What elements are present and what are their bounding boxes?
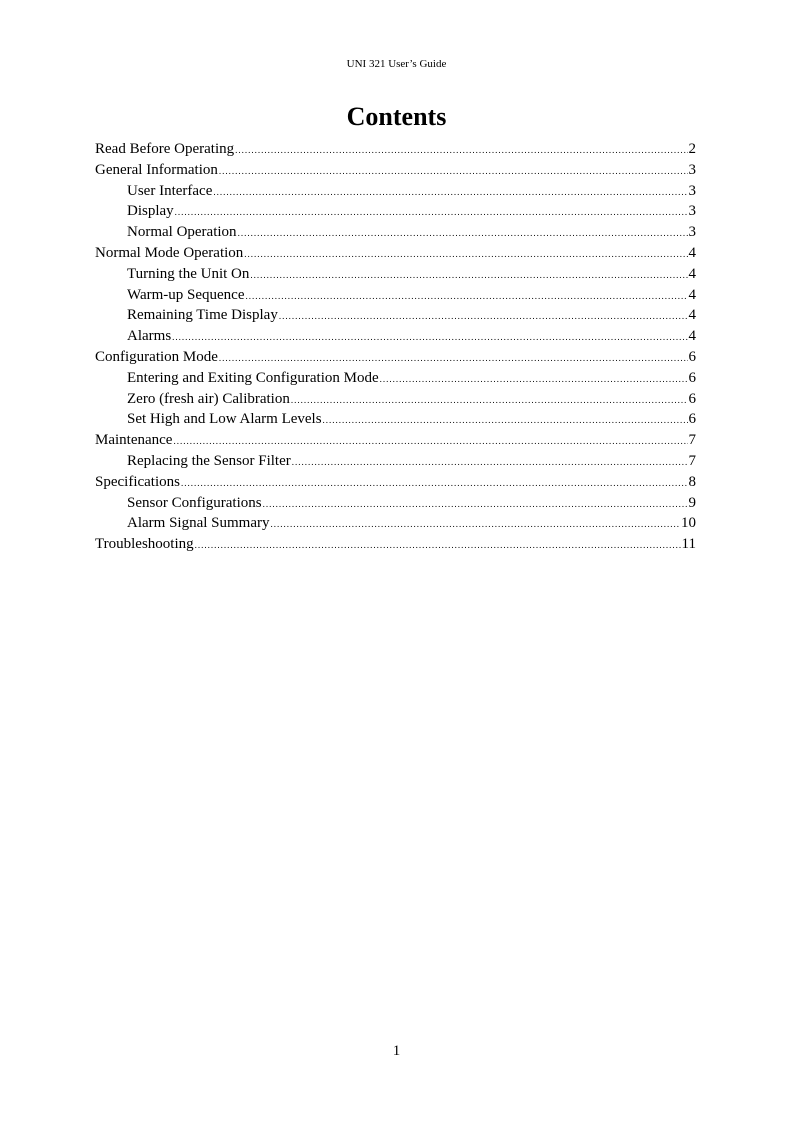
toc-entry-set-high-and-low-alarm-levels[interactable] [95,409,696,430]
toc-page-number: 3 [688,182,696,199]
page-number: 1 [392,1043,401,1059]
toc-page-number: 3 [688,203,696,220]
toc-entry-alarm-signal-summary[interactable] [95,513,696,534]
toc-entry-display[interactable] [95,201,696,222]
toc-dot-leader [235,140,687,161]
toc-page-number: 3 [688,161,696,178]
toc-entry-normal-operation[interactable] [95,222,696,243]
toc-entry-label: User Interface [127,182,213,199]
toc-page-number: 6 [688,411,696,428]
toc-dot-leader [173,431,687,452]
toc-entry-maintenance[interactable] [95,430,696,451]
toc-entry-label: Read Before Operating [95,141,235,157]
toc-page-number: 11 [681,536,696,553]
toc-entry-label: General Information [95,161,218,178]
toc-dot-leader [238,223,688,244]
toc-entry-specifications[interactable] [95,472,696,493]
toc-entry-label: Alarm Signal Summary [127,515,270,532]
toc-dot-leader [292,452,688,473]
toc-entry-sensor-configurations[interactable] [95,493,696,514]
toc-entry-label: Zero (fresh air) Calibration [127,390,290,407]
toc-entry-entering-and-exiting-configuration-mode[interactable] [95,368,696,389]
toc-dot-leader [263,494,688,515]
toc-dot-leader [380,369,688,390]
toc-entry-label: Remaining Time Display [127,307,278,324]
toc-page-number: 7 [688,432,696,449]
toc-entry-label: Warm-up Sequence [127,286,245,303]
toc-entry-normal-mode-operation[interactable] [95,243,696,264]
toc-entry-label: Replacing the Sensor Filter [127,452,291,469]
toc-dot-leader [279,306,688,327]
toc-entry-label: Entering and Exiting Configuration Mode [127,369,379,386]
table-of-contents [95,139,696,555]
page-title: Contents [346,102,447,131]
toc-entry-troubleshooting[interactable] [95,534,696,555]
toc-entry-turning-the-unit-on[interactable] [95,264,696,285]
toc-page-number: 2 [688,141,696,157]
toc-dot-leader [244,244,687,265]
toc-entry-zero-calibration[interactable] [95,389,696,410]
toc-entry-label: Turning the Unit On [127,265,250,282]
toc-entry-label: Normal Operation [127,224,237,241]
toc-dot-leader [213,182,687,203]
toc-entry-label: Troubleshooting [95,536,194,553]
toc-page-number: 10 [681,515,696,532]
toc-page-number: 4 [688,328,696,345]
toc-dot-leader [271,514,681,535]
toc-dot-leader [219,348,688,369]
toc-entry-label: Maintenance [95,432,173,449]
toc-dot-leader [250,265,687,286]
toc-entry-label: Configuration Mode [95,348,218,365]
toc-entry-label: Alarms [127,328,172,345]
toc-entry-warm-up-sequence[interactable] [95,285,696,306]
toc-page-number: 8 [688,473,696,490]
toc-page-number: 4 [688,265,696,282]
toc-dot-leader [181,473,688,494]
toc-entry-label: Display [127,203,174,220]
toc-page-number: 6 [688,390,696,407]
toc-page-number: 3 [688,224,696,241]
toc-entry-replacing-the-sensor-filter[interactable] [95,451,696,472]
toc-entry-general-information[interactable] [95,160,696,181]
toc-page-number: 6 [688,369,696,386]
toc-dot-leader [172,327,687,348]
toc-entry-user-interface[interactable] [95,181,696,202]
toc-entry-remaining-time-display[interactable] [95,305,696,326]
toc-entry-configuration-mode[interactable] [95,347,696,368]
toc-dot-leader [291,390,688,411]
toc-dot-leader [175,202,688,223]
toc-dot-leader [195,535,681,556]
running-header: UNI 321 User’s Guide [346,58,447,70]
toc-page-number: 4 [688,286,696,303]
toc-entry-label: Specifications [95,473,180,490]
toc-dot-leader [219,161,688,182]
toc-entry-label: Set High and Low Alarm Levels [127,411,322,428]
toc-page-number: 6 [688,348,696,365]
toc-page-number: 7 [688,452,696,469]
toc-dot-leader [246,286,688,307]
toc-entry-alarms[interactable] [95,326,696,347]
toc-page-number: 4 [688,244,696,261]
toc-entry-label: Sensor Configurations [127,494,262,511]
toc-page-number: 4 [688,307,696,324]
toc-entry-read-before-operating[interactable] [95,139,696,160]
toc-entry-label: Normal Mode Operation [95,244,244,261]
toc-dot-leader [323,410,688,431]
toc-page-number: 9 [688,494,696,511]
